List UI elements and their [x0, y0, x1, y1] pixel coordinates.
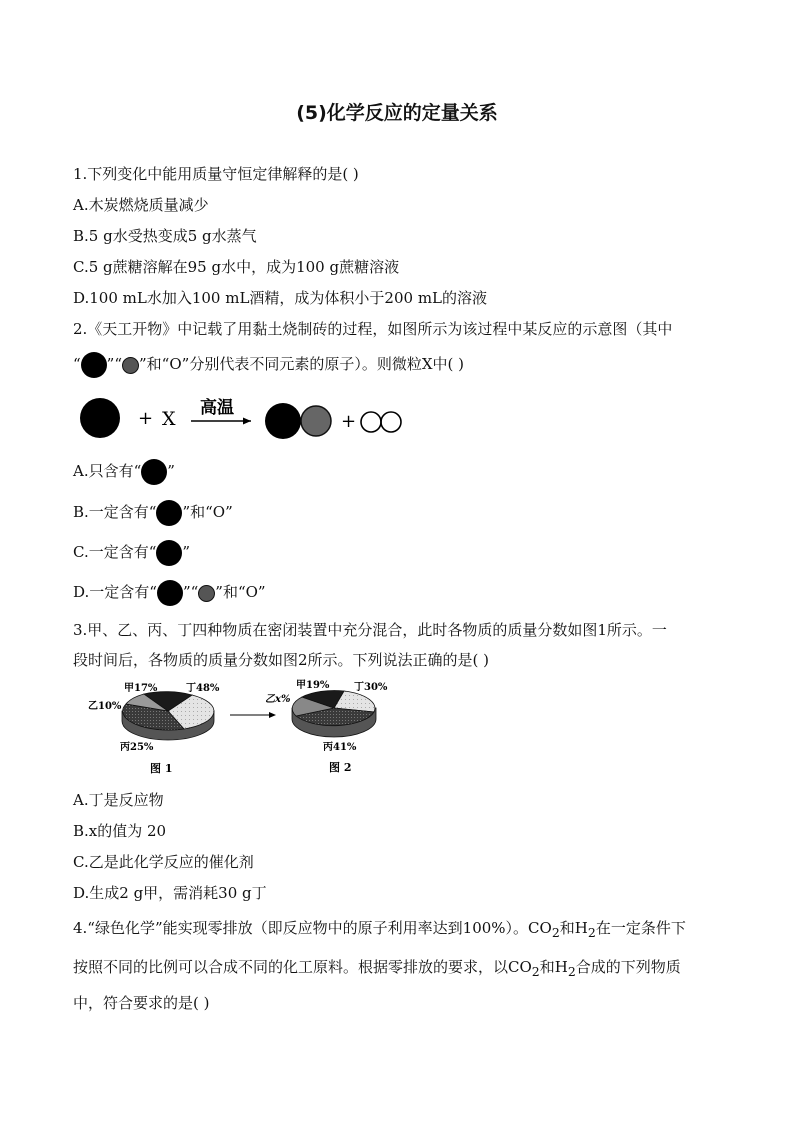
- pie1-label-jia: 甲17%: [124, 683, 158, 694]
- q2-option-d-text: ”“: [182, 583, 199, 601]
- oxygen-atom-icon: [381, 412, 401, 432]
- q4-text: 4.“绿色化学”能实现零排放（即反应物中的原子利用率达到100%）。CO: [73, 919, 552, 937]
- q1-option-a: A.木炭燃烧质量减少: [73, 196, 209, 214]
- black-atom-icon: [80, 398, 120, 438]
- pie1-label-bing: 丙25%: [120, 742, 154, 753]
- q4-text: 和H: [539, 958, 568, 976]
- gray-atom-icon: [122, 357, 139, 374]
- q2-stem-line2: [73, 352, 464, 378]
- q4-line2: [73, 957, 681, 982]
- large-black-atom-icon: [141, 459, 167, 485]
- q4-text: 按照不同的比例可以合成不同的化工原料。根据零排放的要求，以CO: [73, 958, 532, 976]
- reaction-diagram: [73, 394, 413, 444]
- large-black-atom-icon: [156, 500, 182, 526]
- q4-subscript: 2: [551, 925, 560, 940]
- q2-option-c-text: ”: [182, 543, 191, 561]
- q2-option-a-text: ”: [167, 462, 175, 480]
- q2-option-d-text: D.一定含有“: [73, 583, 157, 601]
- black-atom-icon: [265, 403, 301, 439]
- pie2-label-jia: 甲19%: [296, 680, 330, 691]
- q2-stem-tail: ”和“O”分别代表不同元素的原子）。则微粒X中( ): [139, 355, 464, 373]
- pie2-label-ding: 丁30%: [354, 682, 388, 693]
- pie2-label-bing: 丙41%: [323, 742, 357, 753]
- plus-sign: +: [341, 411, 357, 432]
- q3-option-a: A.丁是反应物: [73, 791, 164, 809]
- reactant-x: X: [162, 408, 176, 430]
- q2-option-b: [73, 500, 233, 526]
- figure-1-caption: 图 1: [150, 762, 173, 775]
- q1-stem: 1.下列变化中能用质量守恒定律解释的是( ): [73, 165, 359, 183]
- condition-label: 高温: [200, 398, 234, 418]
- q4-line1: [73, 918, 686, 943]
- q2-option-b-text: B.一定含有“: [73, 503, 157, 521]
- large-black-atom-icon: [156, 540, 182, 566]
- pie1-label-yi: 乙10%: [88, 701, 122, 712]
- arrow-head-icon: [269, 712, 276, 718]
- q2-stem-line1: 2.《天工开物》中记载了用黏土烧制砖的过程，如图所示为该过程中某反应的示意图（其中: [73, 320, 673, 338]
- large-black-atom-icon: [157, 580, 183, 606]
- gray-atom-icon: [301, 406, 331, 436]
- q2-option-d-text: ”和“O”: [215, 583, 266, 601]
- q1-option-b: B.5 g水受热变成5 g水蒸气: [73, 227, 257, 245]
- q4-text: 在一定条件下: [595, 919, 686, 937]
- q2-option-d: [73, 580, 266, 606]
- q4-text: 和H: [559, 919, 588, 937]
- arrow-head-icon: [243, 418, 251, 425]
- q3-stem-line2: 段时间后，各物质的质量分数如图2所示。下列说法正确的是( ): [73, 651, 490, 669]
- q2-option-c: [73, 540, 190, 566]
- q1-option-d: D.100 mL水加入100 mL酒精，成为体积小于200 mL的溶液: [73, 289, 488, 307]
- q1-option-c: C.5 g蔗糖溶解在95 g水中，成为100 g蔗糖溶液: [73, 258, 400, 276]
- pie1-label-ding: 丁48%: [186, 683, 220, 694]
- pie2-label-yi: 乙x%: [265, 694, 291, 705]
- q2-quote: ”“: [106, 355, 123, 373]
- q3-option-b: B.x的值为 20: [73, 822, 167, 840]
- figure-2-caption: 图 2: [329, 761, 352, 774]
- q4-subscript: 2: [587, 925, 596, 940]
- oxygen-atom-icon: [361, 412, 381, 432]
- q2-option-a: [73, 459, 175, 485]
- q2-option-c-text: C.一定含有“: [73, 543, 157, 561]
- q3-stem-line1: 3.甲、乙、丙、丁四种物质在密闭装置中充分混合，此时各物质的质量分数如图1所示。一: [73, 621, 667, 639]
- pie-chart-2: [265, 679, 388, 774]
- q4-text: 合成的下列物质: [575, 958, 681, 976]
- pie-chart-1: [88, 682, 220, 775]
- pie-charts-figure: [84, 678, 404, 778]
- q4-subscript: 2: [531, 964, 540, 979]
- page-title: (5)化学反应的定量关系: [296, 102, 498, 124]
- q2-option-a-text: A.只含有“: [73, 462, 142, 480]
- plus-sign: +: [138, 408, 154, 429]
- gray-atom-icon: [198, 585, 215, 602]
- large-black-atom-icon: [81, 352, 107, 378]
- q3-option-c: C.乙是此化学反应的催化剂: [73, 853, 254, 871]
- q4-subscript: 2: [567, 964, 576, 979]
- q2-option-b-text: ”和“O”: [182, 503, 233, 521]
- q4-line3: 中，符合要求的是( ): [73, 994, 210, 1012]
- q2-quote: “: [73, 355, 81, 373]
- q3-option-d: D.生成2 g甲，需消耗30 g丁: [73, 884, 267, 902]
